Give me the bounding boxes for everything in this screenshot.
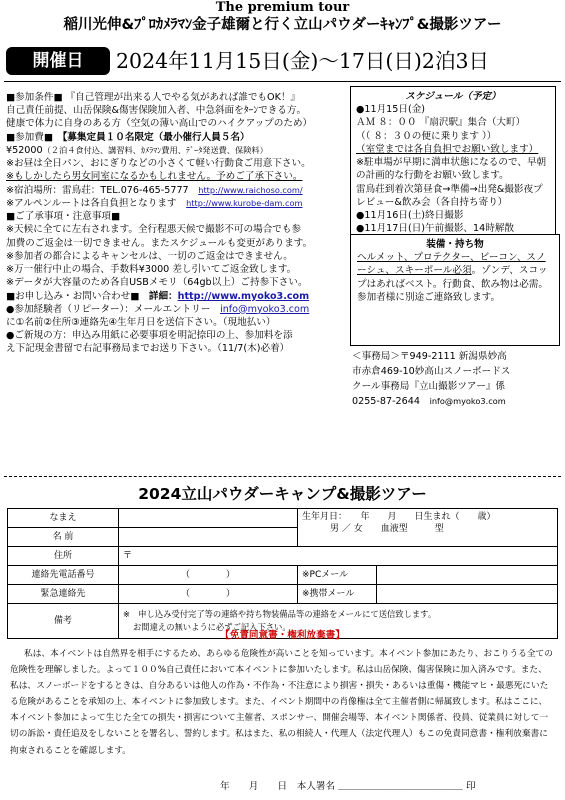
schedule-line: （室堂までは各自負担でお願い致します） (356, 143, 539, 155)
pc-mail-label: ※PCメール (298, 566, 377, 585)
waiver-title: 【免責同意書・権利放棄書】 (220, 630, 345, 641)
fee-amount: ¥52000 (6, 144, 43, 156)
waiver-text: 私は、本イベントは自然界を相手にするため、あらゆる危険性が高いことを知っています。本イベント参加にあたり、おこりうる全ての危険性を理解しました。よって１００%自己責任において本イベントに参加いたします。私は山岳保険、傷害保険に加入済みです。また、私は、スノーボードをするときは、自分あるいは他人の作為・不作為・不注意により損害・損失・あるいは重傷・機能マヒ・最悪死にいたる危険があることを承知の上、本イベントに参加致します。また、イベント期間中の肖像権は全て主催者側に帰属致します。私はここに、本イベント参加によって生じた全ての損失・損害について主催者、スポンサー、開催会場等、本イベント関係者、役員、従業員に対して一切の訴訟・責任追及をしないことを署名し、誓約します。私はまた、私の相続人・代理人（法定代理人）もこの免責同意書・権利放棄書に拘束されることを確認します。 (10, 649, 553, 756)
gender-blood-field[interactable]: 男 ／ 女 血液型 型 (330, 524, 444, 535)
emergency-field[interactable]: （ ） (119, 585, 298, 604)
schedule-line: ●11月16日(土)終日撮影 (356, 210, 464, 222)
notice-line: ※データが大容量のため各自USBメモリ（64gb以上）ご持参下さい。 (6, 277, 308, 289)
alpine-route-note: ※アルペンルートは各自負担となります (6, 197, 177, 209)
notice-line: ※天候に全てに左右されます。全行程悪天候で撮影不可の場合でも参 (6, 224, 302, 236)
office-phone: 0255-87-2644 (352, 395, 420, 407)
birthdate-field[interactable]: 生年月日： 年 月 日生まれ（ 歳） (302, 512, 496, 522)
schedule-line: ＡＭ ８：００ 『扇沢駅』集合（大町） (356, 117, 526, 129)
notice-line: ※万一催行中止の場合、手数料¥3000 差し引いてご返金致します。 (6, 264, 297, 276)
application-form (7, 508, 558, 639)
header-divider (4, 81, 561, 82)
condition-line: 自己責任前提、山岳保険&傷害保険加入者、中急斜面をﾀｰﾝできる方。 (6, 105, 307, 117)
myoko3-link[interactable]: http://www.myoko3.com (177, 290, 310, 302)
new-applicant-line: え下記現金書留で右記事務局までお送り下さい。（11/7(木)必着） (6, 343, 290, 355)
signature-line[interactable]: 年 月 日 本人署名 ＿＿＿＿＿＿＿＿＿＿＿＿＿ 印 (220, 781, 476, 792)
schedule-line: （（ ８：３０の便に乗ります ）） (356, 130, 497, 142)
lunch-note: ※お昼は全日パン、おにぎりなどの小さくて軽い行動食ご用意下さい。 (6, 158, 311, 170)
schedule-line: ※駐車場が早期に満車状態になるので、早朝の計画的な行動をお願い致します。 (356, 157, 547, 182)
equipment-box (350, 234, 560, 346)
remarks-note: お間違えの無いように必ずご記入下さい。 (133, 622, 291, 632)
notices-heading: ■ご了承事項・注意事項■ (6, 211, 121, 223)
equipment-notes: 。ゾンデ、スコップはあればベスト。行動食、飲み物は必需。参加者様に別途ご連絡致します。 (357, 265, 549, 303)
condition-line: 健康で体力に自身のある方（空気の薄い高山でのハイクアップのため） (6, 118, 313, 130)
notice-line: 加費のご返金は一切できません。またスケジュールも変更があります。 (6, 237, 313, 249)
pc-mail-field[interactable] (377, 566, 558, 585)
info-email-link[interactable]: info@myoko3.com (220, 303, 310, 315)
kurobe-dam-link[interactable]: http://www.kurobe-dam.com (186, 197, 303, 208)
remarks-note: ※ 申し込み受付完了等の連絡や持ち物装備品等の連絡をメールにて送信致します。 (123, 608, 437, 619)
capacity-note: 【募集定員１０名限定（最小催行人員５名） (62, 131, 250, 143)
schedule-line: ●11月17日(日)午前撮影、14時解散 (356, 223, 515, 235)
room-note: ※もしかしたら男女同室になるかもしれません。予めご了承下さい。 (6, 171, 303, 183)
lodging-info: ※宿泊場所：雷鳥荘：TEL.076-465-5777 (6, 184, 189, 196)
address-field[interactable] (119, 547, 558, 566)
schedule-line: ●11月15日(金) (356, 104, 426, 116)
phone-label: 連絡先電話番号 (8, 566, 119, 585)
office-line: 市赤倉469-10妙高山スノーボードス (352, 365, 511, 377)
remarks-label: 備考 (8, 604, 119, 639)
office-email: info@myoko3.com (429, 395, 506, 406)
required-equipment: ヘルメット、プロテクター、ビーコン、スノーシュ、スキーポール必須 (357, 252, 546, 277)
name-field[interactable] (119, 528, 298, 547)
tour-tagline: The premium tour (215, 0, 350, 15)
address-label: 住所 (8, 547, 119, 566)
mobile-mail-field[interactable] (377, 585, 558, 604)
office-line: クール事務局『立山撮影ツアー』係 (352, 380, 506, 392)
cut-line (4, 476, 561, 477)
office-info (352, 350, 558, 409)
repeater-instructions: に①名前②住所③連絡先④生年月日を送信下さい。（現地払い） (6, 316, 276, 328)
form-title: 2024立山パウダーキャンプ&撮影ツアー (138, 485, 427, 503)
name-label: 名 前 (8, 528, 119, 547)
tour-title: 稲川光伸&ﾌﾟﾛｶﾒﾗﾏﾝ金子雄爾と行く立山パウダーｷｬﾝﾌﾟ&撮影ツアー (63, 17, 502, 33)
furigana-label: なまえ (8, 509, 119, 528)
event-date-badge: 開催日 (6, 47, 110, 75)
inquiry-heading: ■お申し込み・お問い合わせ■ (6, 290, 140, 302)
phone-field[interactable]: （ ） (119, 566, 298, 585)
raichoso-link[interactable]: http://www.raichoso.com/ (198, 184, 303, 195)
schedule-title: スケジュール（予定） (405, 91, 501, 102)
emergency-label: 緊急連絡先 (8, 585, 119, 604)
condition-line: ■参加条件■ 『自己管理が出来る人でやる気があれば誰でもOK！』 (6, 92, 301, 103)
equipment-title: 装備・持ち物 (426, 239, 484, 250)
schedule-line: 雷鳥荘到着次第昼食→準備→出発&撮影夜プレビュー&飲み会（各自持ち寄り） (356, 183, 543, 208)
fee-heading: ■参加費■ (6, 131, 53, 143)
office-line: ＜事務局＞〒949-2111 新潟県妙高 (352, 351, 507, 362)
notice-line: ※参加者の都合によるキャンセルは、一切のご返金はできません。 (6, 250, 293, 262)
details-label: 詳細： (148, 290, 178, 302)
postal-mark: 〒 (123, 550, 133, 561)
mobile-mail-label: ※携帯メール (298, 585, 377, 604)
furigana-field[interactable] (119, 509, 298, 528)
repeater-entry: ●参加経験者（リピーター）：メールエントリー (6, 303, 211, 315)
conditions-section (6, 91, 346, 356)
fee-details: （２泊４食付込、講習料、ｶﾒﾗﾏﾝ費用、ﾃﾞｰﾀ発送費、保険料） (42, 144, 268, 155)
event-dates: 2024年11月15日(金)～17日(日)2泊3日 (116, 49, 490, 73)
new-applicant-line: ●ご新規の方：申込み用紙に必要事項を明記捺印の上、参加料を添 (6, 330, 293, 342)
